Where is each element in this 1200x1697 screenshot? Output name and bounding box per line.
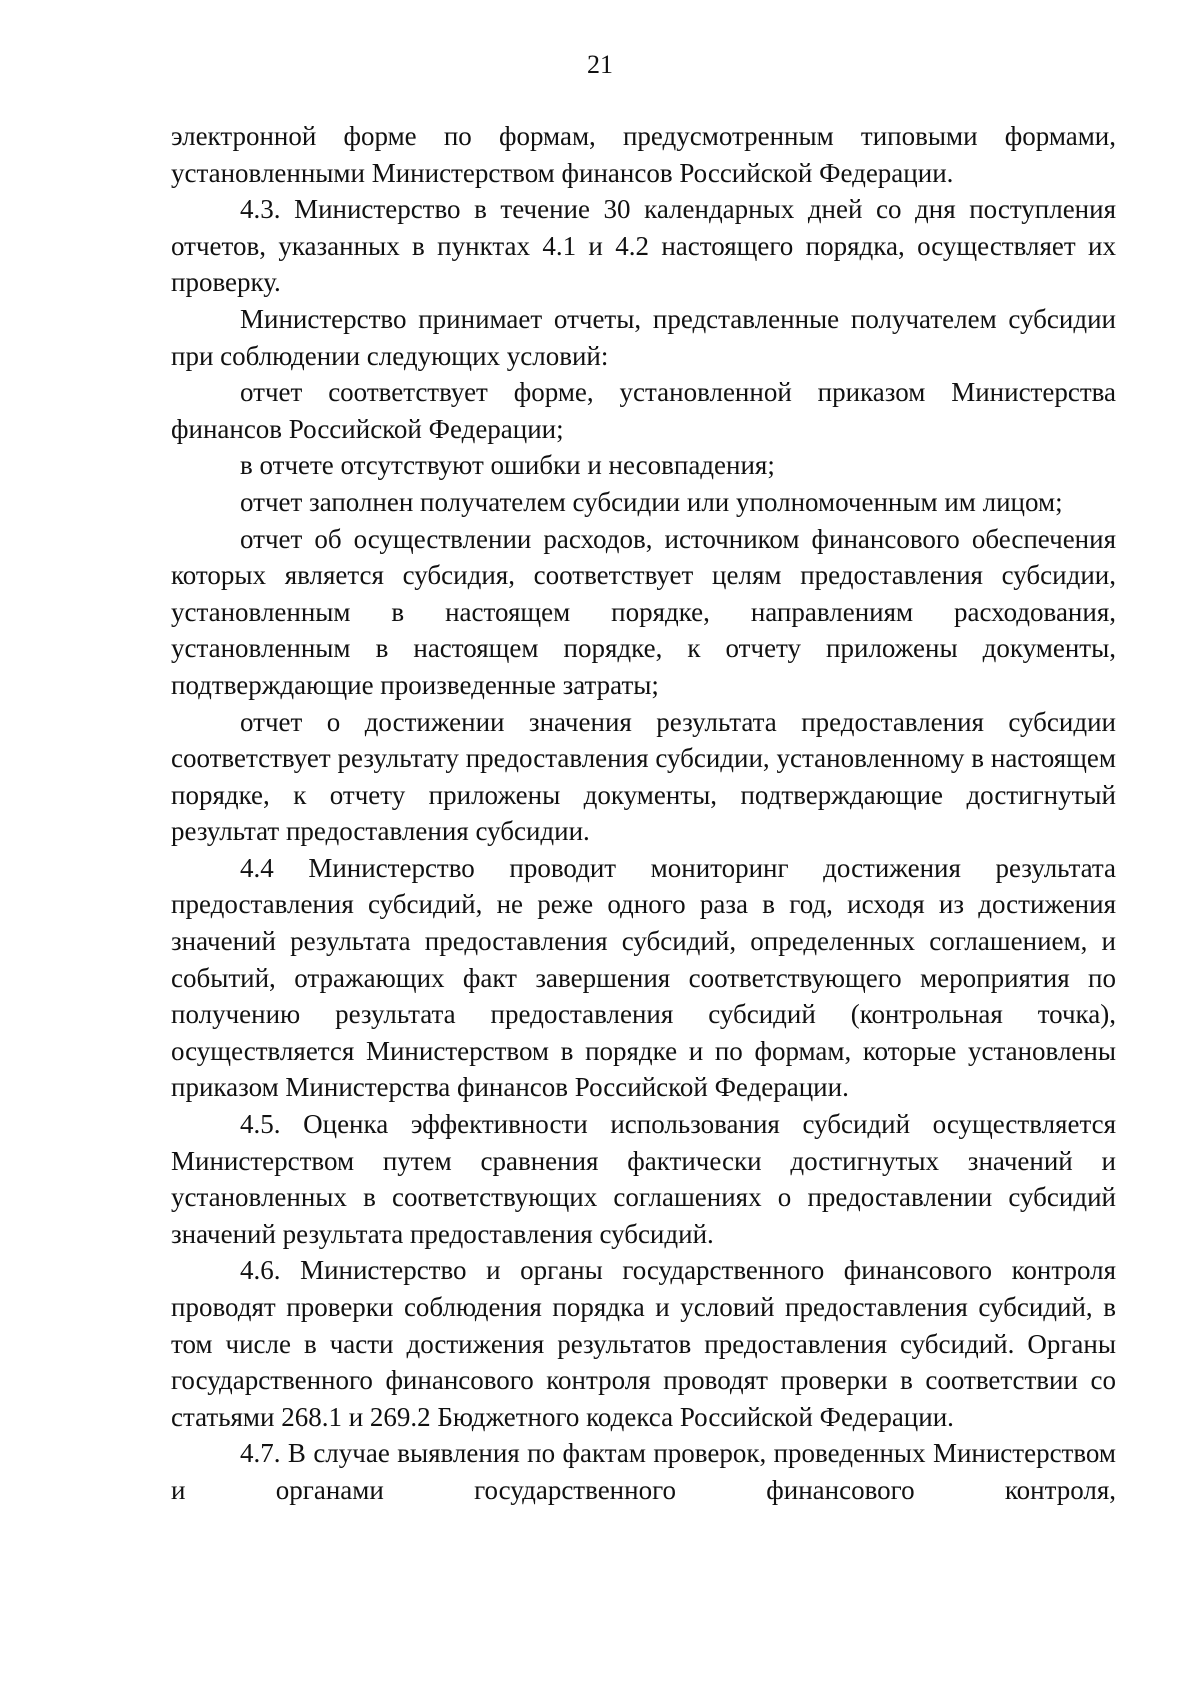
paragraph-acceptance-conditions: Министерство принимает отчеты, представленные получателем субсидии при соблюдении следующих условий:: [171, 303, 1116, 371]
paragraph-condition-filled: отчет заполнен получателем субсидии или уполномоченным им лицом;: [240, 486, 1063, 517]
paragraph-4-6: 4.6. Министерство и органы государственного финансового контроля проводят проверки соблюдения порядка и условий предоставления субсидий, в том числе в части достижения результатов предоставления субсидий. Органы государственного финансового контроля проводят проверки в соответствии со статьями 268.1 и 269.2 Бюджетного кодекса Российской Федерации.: [171, 1255, 1116, 1432]
paragraph-continuation: электронной форме по формам, предусмотренным типовыми формами, установленными Министерством финансов Российской Федерации.: [171, 121, 1116, 188]
page-number: 21: [587, 50, 613, 79]
paragraph-condition-result: отчет о достижении значения результата предоставления субсидии соответствует результату предоставления субсидии, установленному в настоящем порядке, к отчету приложены документы, подтверждающие достигнутый результат предоставления субсидии.: [171, 706, 1116, 847]
paragraph-condition-errors: в отчете отсутствуют ошибки и несовпадения;: [240, 450, 775, 481]
paragraph-4-3: 4.3. Министерство в течение 30 календарных дней со дня поступления отчетов, указанных в пунктах 4.1 и 4.2 настоящего порядка, осуществляет их проверку.: [171, 194, 1116, 298]
paragraph-4-5: 4.5. Оценка эффективности использования субсидий осуществляется Министерством путем сравнения фактически достигнутых значений и установленных в соответствующих соглашениях о предоставлении субсидий значений результата предоставления субсидий.: [171, 1109, 1116, 1249]
paragraph-4-4: 4.4 Министерство проводит мониторинг достижения результата предоставления субсидий, не реже одного раза в год, исходя из достижения значений результата предоставления субсидий, определенных соглашением, и событий, отражающих факт завершения соответствующего мероприятия по получению результата предоставления субсидий (контрольная точка), осуществляется Министерством в порядке и по формам, которые установлены приказом Министерства финансов Российской Федерации.: [171, 852, 1116, 1103]
paragraph-condition-form: отчет соответствует форме, установленной приказом Министерства финансов Российской Федерации;: [171, 377, 1116, 444]
paragraph-4-7: 4.7. В случае выявления по фактам проверок, проведенных Министерством и органами государственного финансового контроля,: [171, 1438, 1116, 1505]
document-body: [171, 118, 1116, 1509]
paragraph-condition-expenses: отчет об осуществлении расходов, источником финансового обеспечения которых является субсидия, соответствует целям предоставления субсидии, установленным в настоящем порядке, направлениям расходования, установленным в настоящем порядке, к отчету приложены документы, подтверждающие произведенные затраты;: [171, 523, 1116, 700]
